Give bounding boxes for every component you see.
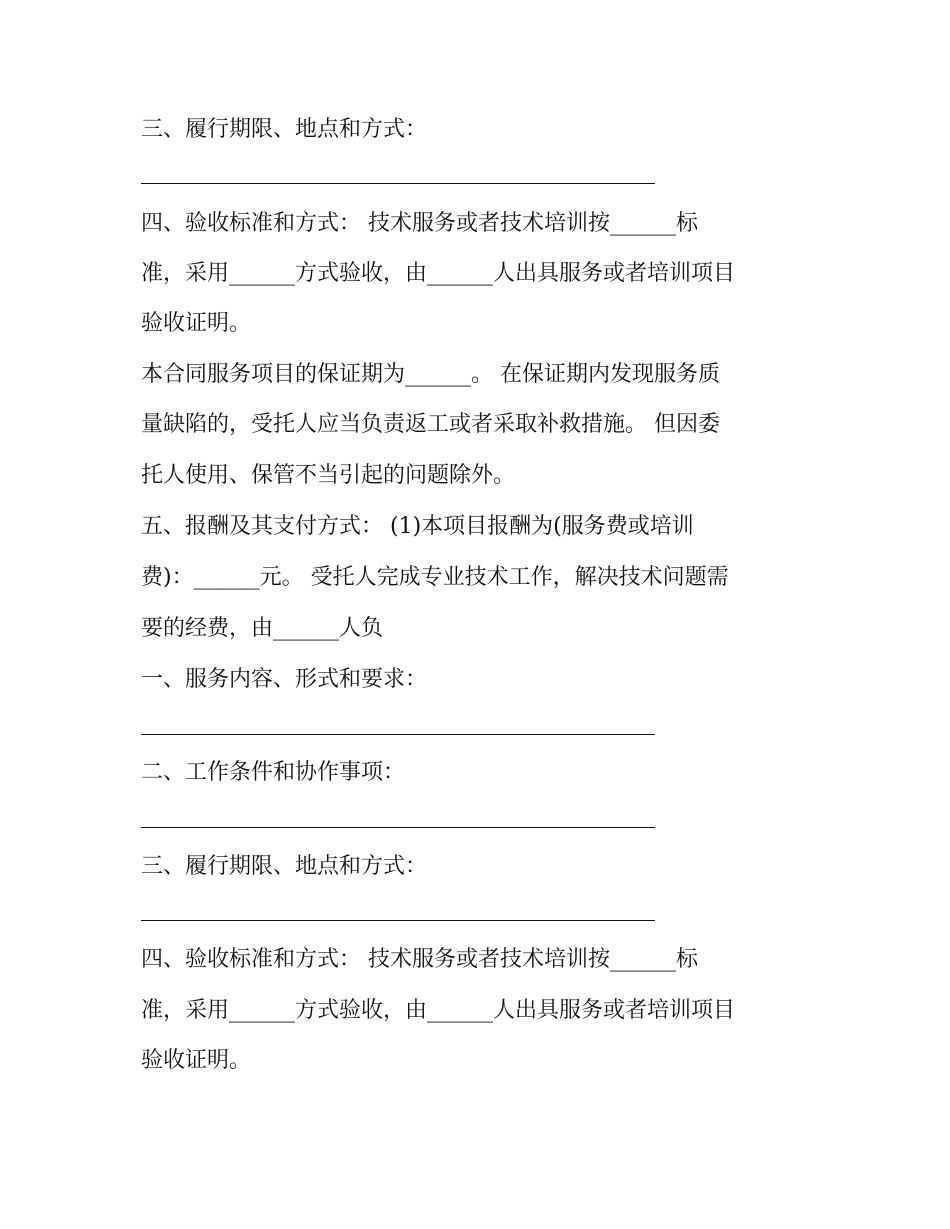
section-5-text-line-1: 五、报酬及其支付方式： (1)本项目报酬为(服务费或培训: [141, 514, 694, 539]
warranty-text-line-1: 本合同服务项目的保证期为______。 在保证期内发现服务质: [141, 362, 720, 387]
section-3-heading-repeat: 三、履行期限、地点和方式：: [141, 854, 428, 879]
section-5-text-line-2: 费)：______元。 受托人完成专业技术工作，解决技术问题需: [141, 565, 729, 590]
fill-in-rule: [141, 734, 655, 735]
section-2-heading: 二、工作条件和协作事项：: [141, 760, 406, 785]
section-5-text-line-3: 要的经费，由______人负: [141, 616, 384, 641]
section-4-text-line-1: 四、验收标准和方式： 技术服务或者技术培训按______标: [141, 211, 698, 236]
section-4-repeat-line-3: 验收证明。: [141, 1048, 252, 1073]
fill-in-rule: [141, 920, 655, 921]
fill-in-rule: [141, 183, 655, 184]
section-4-text-line-2: 准，采用______方式验收，由______人出具服务或者培训项目: [141, 261, 736, 286]
warranty-text-line-3: 托人使用、保管不当引起的问题除外。: [141, 463, 516, 488]
fill-in-rule: [141, 827, 655, 828]
section-4-repeat-line-1: 四、验收标准和方式： 技术服务或者技术培训按______标: [141, 947, 698, 972]
warranty-text-line-2: 量缺陷的，受托人应当负责返工或者采取补救措施。 但因委: [141, 412, 720, 437]
section-4-text-line-3: 验收证明。: [141, 311, 252, 336]
section-1-heading: 一、服务内容、形式和要求：: [141, 667, 428, 692]
section-3-heading: 三、履行期限、地点和方式：: [141, 117, 428, 142]
section-4-repeat-line-2: 准，采用______方式验收，由______人出具服务或者培训项目: [141, 998, 736, 1023]
